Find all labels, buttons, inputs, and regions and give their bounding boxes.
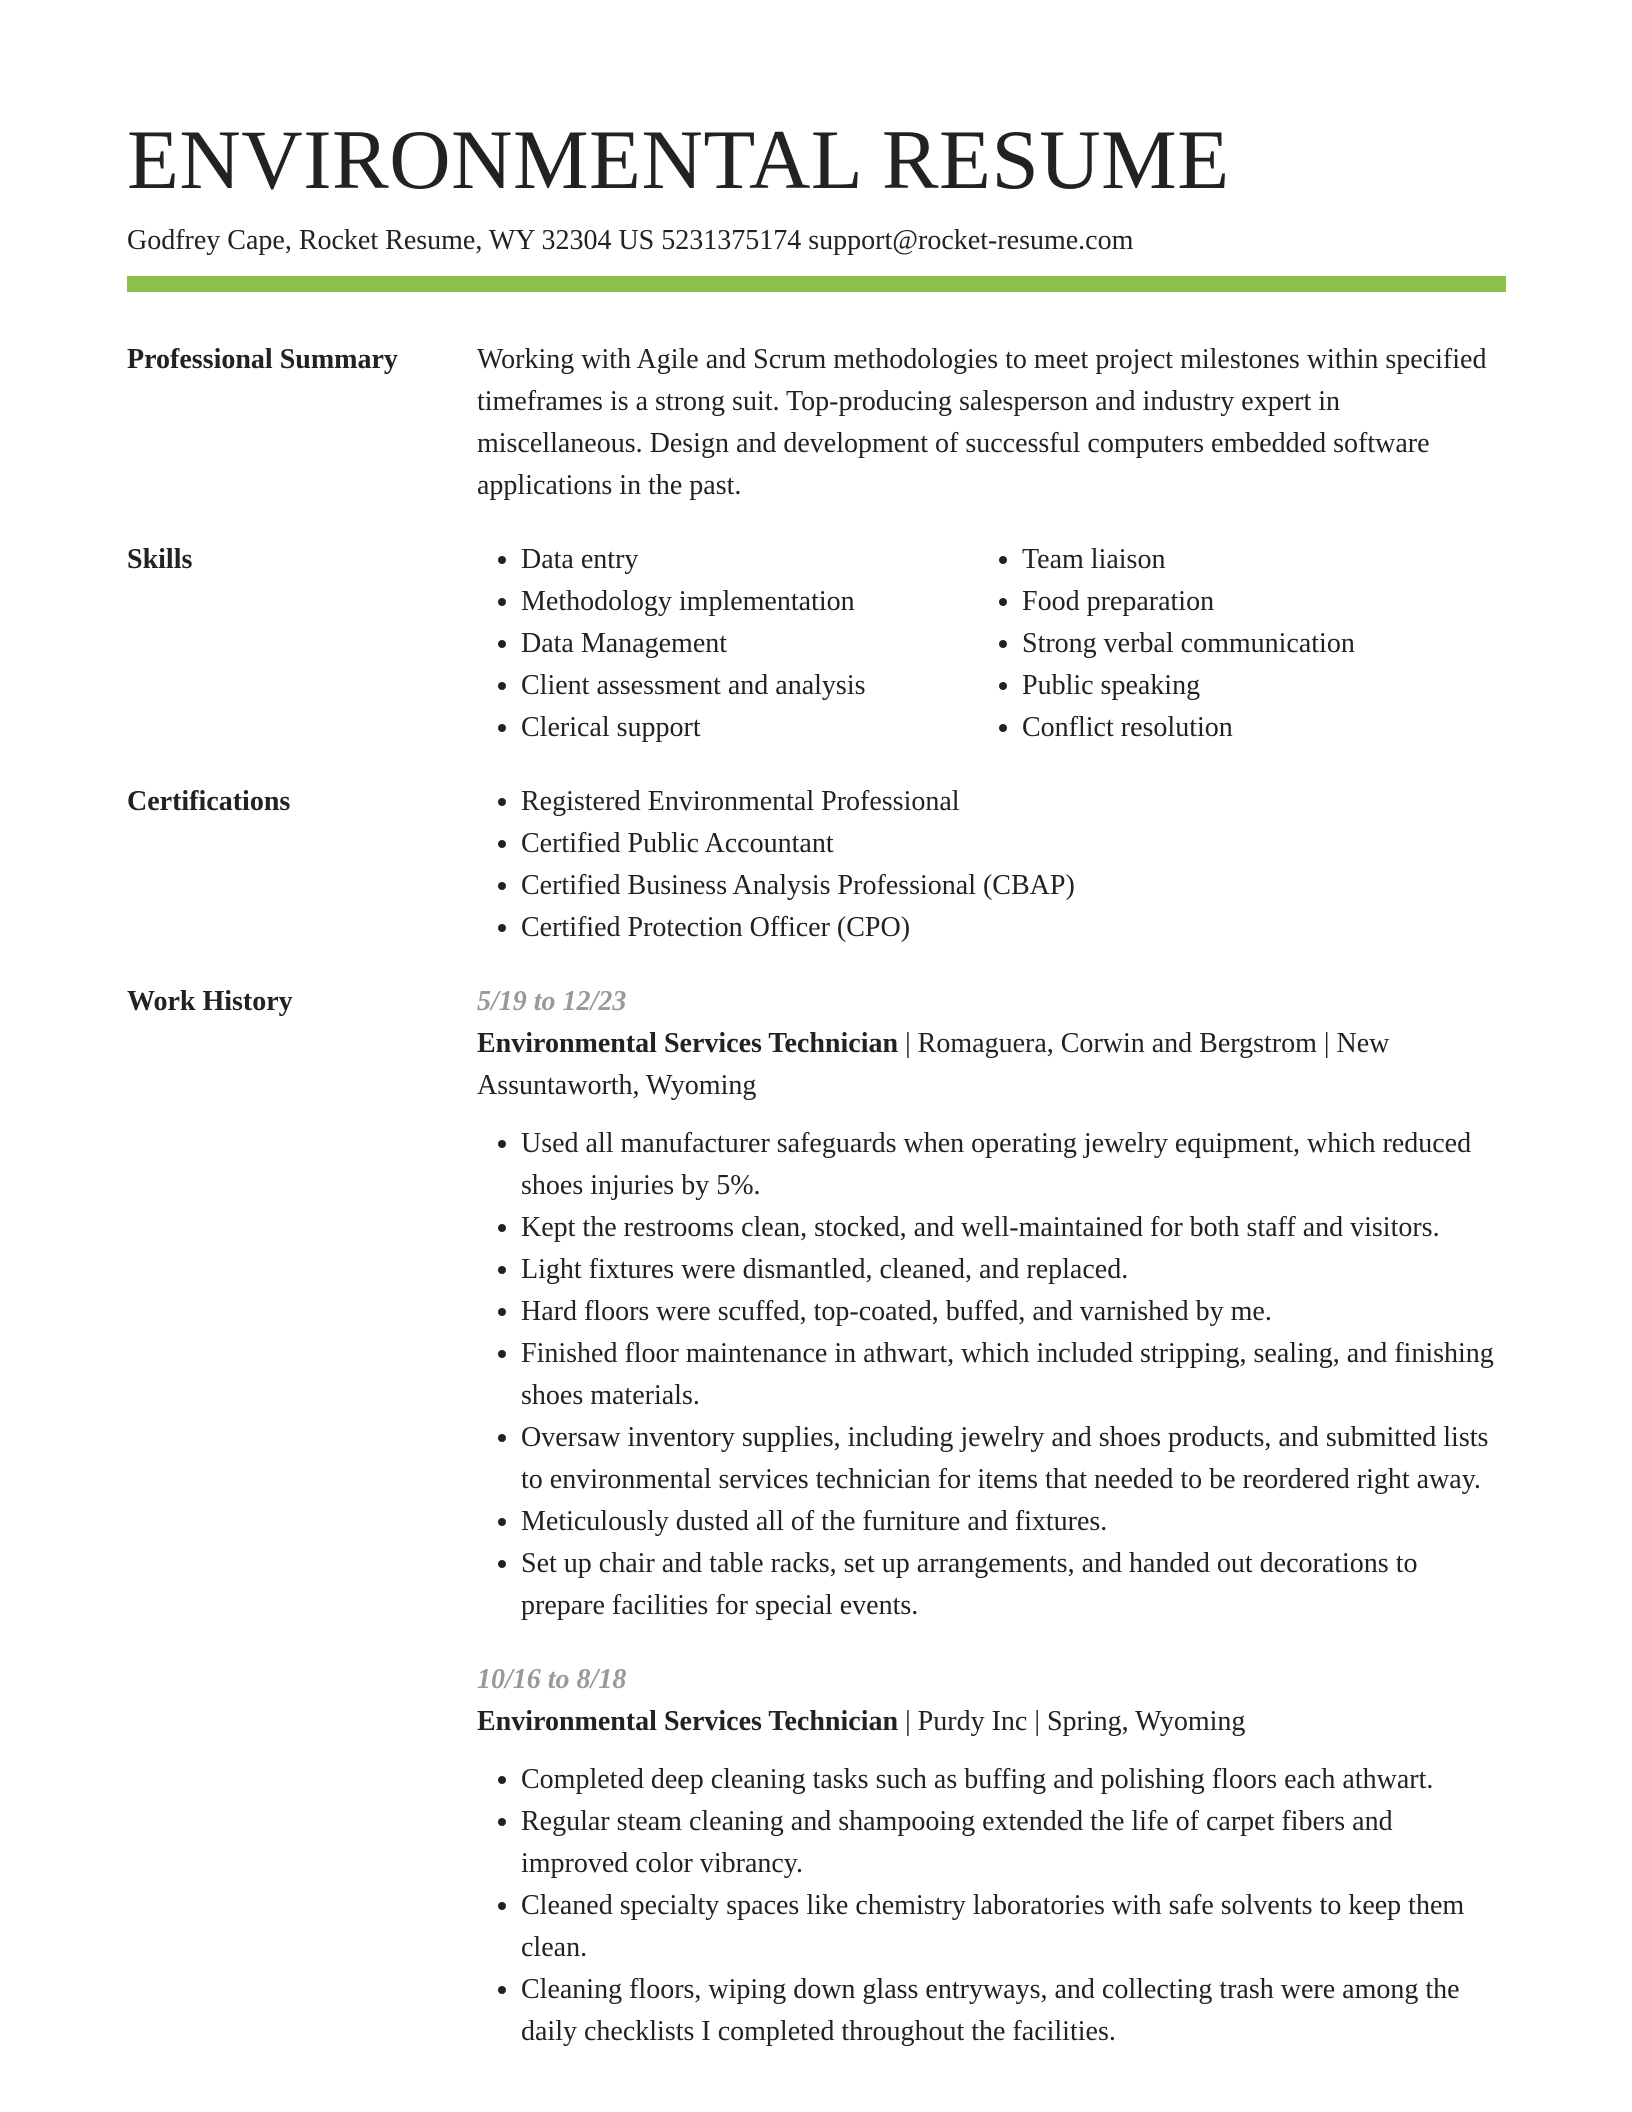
certification-item: • Certified Business Analysis Professional (CBAP) <box>521 865 1506 907</box>
professional-summary-section <box>127 339 1506 507</box>
skills-column-left <box>477 539 978 749</box>
job-title: Environmental Services Technician <box>477 1706 899 1738</box>
summary-text: Working with Agile and Scrum methodologies to meet project milestones within specified timeframes is a strong suit. Top-producing salesperson and industry expert in miscellaneous. Design and development of successful computers embedded software applications in the past. <box>477 344 1487 502</box>
contact-line: Godfrey Cape, Rocket Resume, WY 32304 US 5231375174 support@rocket-resume.com <box>127 225 1134 256</box>
work-history-body <box>477 981 1506 2053</box>
job-duty-item: • Set up chair and table racks, set up arrangements, and handed out decorations to prepare facilities for special events. <box>521 1543 1506 1627</box>
section-label-summary: Professional Summary <box>127 344 398 376</box>
job-duty-item: • Light fixtures were dismantled, cleaned, and replaced. <box>521 1249 1506 1291</box>
skill-item: • Data Management <box>521 623 978 665</box>
job-details: | Purdy Inc | Spring, Wyoming <box>898 1706 1246 1738</box>
job-details: | Romaguera, Corwin and Bergstrom | New Assuntaworth, Wyoming <box>477 1028 1390 1102</box>
skill-item: • Food preparation <box>1022 581 1506 623</box>
certifications-body <box>477 781 1506 949</box>
job-duty-item: • Finished floor maintenance in athwart, which included stripping, sealing, and finishing shoes materials. <box>521 1333 1506 1417</box>
job-duty-item: • Oversaw inventory supplies, including jewelry and shoes products, and submitted lists to environmental services technician for items that needed to be reordered right away. <box>521 1417 1506 1501</box>
section-label-certifications: Certifications <box>127 786 291 818</box>
job-duty-item: • Completed deep cleaning tasks such as buffing and polishing floors each athwart. <box>521 1759 1506 1801</box>
skill-item: • Clerical support <box>521 707 978 749</box>
skill-item: • Strong verbal communication <box>1022 623 1506 665</box>
job-dates: 5/19 to 12/23 <box>477 986 627 1018</box>
accent-divider <box>127 276 1506 292</box>
work-history-section <box>127 981 1506 2053</box>
job-duty-item: • Cleaning floors, wiping down glass entryways, and collecting trash were among the daily checklists I completed throughout the facilities. <box>521 1969 1506 2053</box>
skill-item: • Team liaison <box>1022 539 1506 581</box>
job-dates: 10/16 to 8/18 <box>477 1664 627 1696</box>
skill-item: • Public speaking <box>1022 665 1506 707</box>
job-duty-item: • Regular steam cleaning and shampooing extended the life of carpet fibers and improved color vibrancy. <box>521 1801 1506 1885</box>
section-label-skills: Skills <box>127 544 193 576</box>
certification-item: • Registered Environmental Professional <box>521 781 1506 823</box>
job-duties-list <box>477 1123 1506 1627</box>
resume-title: ENVIRONMENTAL RESUME <box>127 113 1230 207</box>
skills-column-right <box>978 539 1506 749</box>
skills-grid <box>477 539 1506 749</box>
skills-section <box>127 539 1506 749</box>
job-heading <box>477 1023 1506 1107</box>
job-duty-item: • Hard floors were scuffed, top-coated, buffed, and varnished by me. <box>521 1291 1506 1333</box>
job-duty-item: • Meticulously dusted all of the furniture and fixtures. <box>521 1501 1506 1543</box>
job-duty-item: • Cleaned specialty spaces like chemistry laboratories with safe solvents to keep them clean. <box>521 1885 1506 1969</box>
certification-item: • Certified Protection Officer (CPO) <box>521 907 1506 949</box>
job-heading <box>477 1701 1506 1743</box>
certifications-list <box>477 781 1506 949</box>
job-duty-item: • Kept the restrooms clean, stocked, and well-maintained for both staff and visitors. <box>521 1207 1506 1249</box>
skill-item: • Conflict resolution <box>1022 707 1506 749</box>
job-entry <box>477 981 1506 1627</box>
certifications-section <box>127 781 1506 949</box>
skill-item: • Client assessment and analysis <box>521 665 978 707</box>
skill-item: • Data entry <box>521 539 978 581</box>
job-duty-item: • Used all manufacturer safeguards when operating jewelry equipment, which reduced shoes injuries by 5%. <box>521 1123 1506 1207</box>
job-entry <box>477 1659 1506 2053</box>
certification-item: • Certified Public Accountant <box>521 823 1506 865</box>
skills-list-right <box>978 539 1506 749</box>
skill-item: • Methodology implementation <box>521 581 978 623</box>
job-duties-list <box>477 1759 1506 2053</box>
skills-list-left <box>477 539 978 749</box>
section-label-work-history: Work History <box>127 986 293 1018</box>
job-title: Environmental Services Technician <box>477 1028 899 1060</box>
